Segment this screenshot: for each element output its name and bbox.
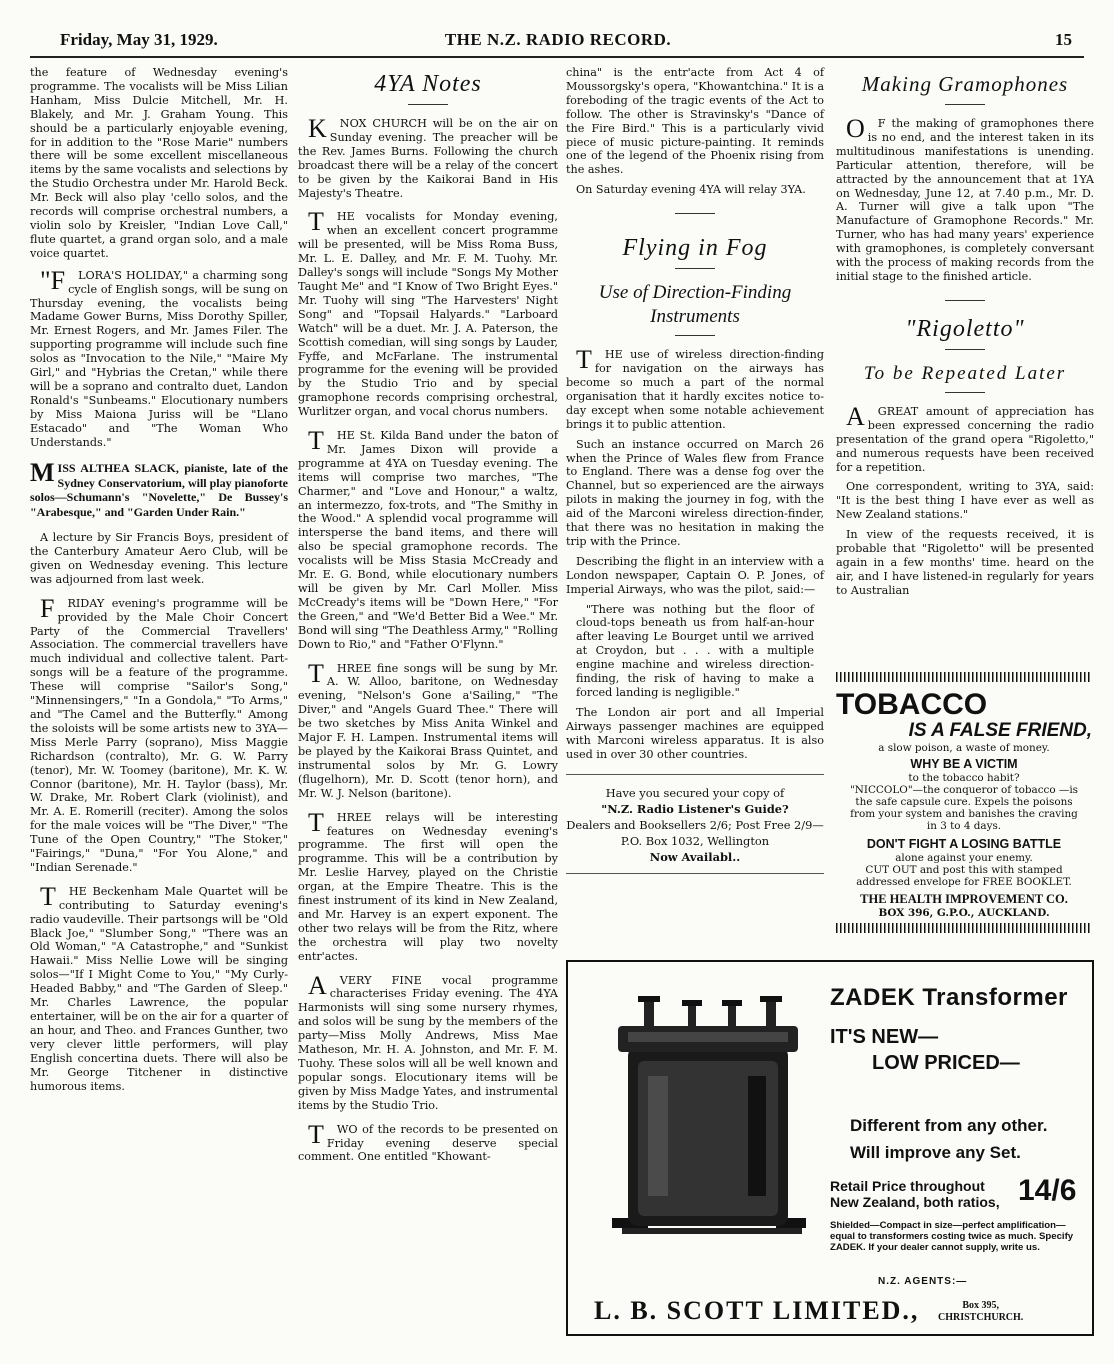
ad-address: BOX 396, G.P.O., AUCKLAND. [878,907,1050,919]
ad-text: CUT OUT and post this with stamped addressed envelope for FREE BOOKLET. [856,864,1072,888]
ad-tagline-line: LOW PRICED— [872,1052,1020,1074]
heading-rule [945,392,985,393]
ad-price: 14/6 [1018,1174,1077,1207]
section-heading: 4YA Notes [374,71,482,97]
zadek-transformer-advertisement [566,960,1094,1336]
ad-border-bars [836,672,1092,682]
page-header [30,30,1086,56]
quoted-paragraph: "There was nothing but the floor of cloud-tops beneath us from half-an-hour after leaving Le Bourget until we arrived at Croydon, but . . . with a multiple engine machine and wireless direction-finding, the risk of having to make a forced landing is negligible." [576,602,814,699]
transformer-illustration [608,986,808,1236]
section-subheading: To be Repeated Later [863,362,1067,384]
section-rule [675,213,715,214]
ad-subheadline: IS A FALSE FRIEND, [908,720,1092,741]
ad-border-bars [836,923,1092,933]
ad-agents-label: N.Z. AGENTS:— [878,1276,968,1287]
column-3 [566,66,824,874]
ad-text: a slow poison, a waste of money. [878,742,1050,754]
ad-price-line: Retail Price throughout [830,1178,985,1194]
header-title: THE N.Z. RADIO RECORD. [444,30,672,49]
heading-rule [945,104,985,105]
article-paragraph: In view of the requests received, it is probable that "Rigoletto" will be presented again in a few months' time. heard on the air, and I have listened-in regularly for years to Australian [836,528,1094,597]
article-paragraph: FRIDAY evening's programme will be provided by the Male Choir Concert Party of the Commercial Travellers' Association. The commercial travellers have much individual and collective talent. Part-songs will be a feature of the programme. These will comprise "Sailor's Song," "Minnensingers," "In a Gondola," "To Arms," and "The Camel and the Butterfly." Among the soloists will be some artists new to 3YA—Miss Merle Parry (soprano), Miss Maggie Richardson (contralto), Mr. G. W. Parry (tenor), Mr. W. Toomey (baritone), Mr. K. W. Connor (baritone), Mr. H. Taylor (bass), Mr. W. Drake, Mr. Robert Clark (violinist), and Mr. A. E. Romerill (reciter). Among the solos for the male voices will be "The Diver," "The Tune of the Open Country," "The Stoker," "Fairings," "Duna," "For You Alone," and "Indian Serenade." [30,593,288,874]
ad-company-name: L. B. SCOTT LIMITED., [594,1296,920,1325]
ad-text: alone against your enemy. [895,852,1033,864]
heading-rule [675,335,715,336]
ad-tagline [830,1024,1020,1076]
ad-price-text [830,1178,1000,1210]
guide-line: Dealers and Booksellers 2/6; Post Free 2/9—P.O. Box 1032, Wellington [566,817,824,848]
ad-company: THE HEALTH IMPROVEMENT CO. [860,892,1068,906]
article-paragraph: TWO of the records to be presented on Friday evening deserve special comment. One entitled "Khowant- [298,1119,558,1164]
article-paragraph: THE vocalists for Monday evening, when an excellent concert programme will be presented, will be Miss Roma Buss, Mr. L. E. Dalley, and Mr. F. M. Tuohy. Mr. Dalley's songs will include "Songs My Mother Taught Me" and "I Know of Two Bright Eyes." Mr. Tuohy will sing "The Harvesters' Night Song" and "Topsail Halyards." "Larboard Watch" will be a duet. Mr. J. A. Paterson, the Scottish comedian, will sing songs by Lauder, Fyffe, and McFarlane. The instrumental programme for the evening will be provided by the Studio Trio and by special gramophone records comprising orchestral, Wurlitzer organ, and vocal chorus numbers. [298,207,558,419]
article-paragraph: THE Beckenham Male Quartet will be contributing to Saturday evening's radio vaudeville. Their partsongs will be "Old Black Joe," "Slumber Song," "There was an Old Woman," "A Catastrophe," and "Sunkist Hawaii." Miss Nellie Lowe will be singing solos—"If I Might Come to You," "My Curly-Headed Babby," and "The Garden of Sleep." Mr. Charles Lawrence, the popular entertainer, will be on the air for a quarter of an hour, and Theo. and Frances Gunther, two very clever little performers, will play English concertina duets. There will also be Mr. George Titchener in distinctive humorous items. [30,881,288,1093]
listeners-guide-notice [566,774,824,874]
guide-line: Now Availabl.. [649,849,741,864]
guide-line: Have you secured your copy of [605,785,785,800]
ad-company-address [938,1300,1023,1324]
guide-title: "N.Z. Radio Listener's Guide? [601,801,789,816]
article-paragraph: "FLORA'S HOLIDAY," a charming song cycle of English songs, will be sung on Thursday evening, the vocalists being Madame Gower Burns, Miss Dorothy Spiller, Mr. Ernest Rogers, and Mr. James Filer. The supporting programme will include such fine solos as "Invocation to the Nile," "Maire My Girl," and "Hybrias the Cretan," while there will be a soprano and contralto duet, Landon Ronald's "Sunbeams." Elocutionary numbers by Miss Maiona Juriss will be "Llano Estacado" and "The Woman Who Understands." [30,265,288,449]
article-paragraph: Describing the flight in an interview with a London newspaper, Captain O. P. Jones, of Imperial Airways, who was the pilot, said:— [566,554,824,596]
article-paragraph: A lecture by Sir Francis Boys, president of the Canterbury Amateur Aero Club, will be given on Wednesday evening. This lecture was adjourned from last week. [30,531,288,586]
tobacco-advertisement [836,672,1092,944]
article-paragraph: One correspondent, writing to 3YA, said: "It is the best thing I have ever as well as New Zealand stations." [836,480,1094,522]
article-paragraph: OF the making of gramophones there is no end, and the interest taken in its multitudinous manifestations is unending. Particular attention, therefore, will be attracted by the announcement that at 1YA on Wednesday, June 12, at 7.40 p.m., Mr. D. A. Turner will give a talk upon "The Manufacture of Gramophone Records." Mr. Turner, who has had many years' experience with gramophones, is completely conversant with the process of making records from the initial stage to the finished article. [836,114,1094,283]
article-paragraph: AVERY FINE vocal programme characterises Friday evening. The 4YA Harmonists will sing some nursery rhymes, and solos will be sung by the members of the party—Miss Molly Andrews, Miss Mae Matheson, Mr. H. A. Johnston, and Mr. F. M. Tuohy. These solos will all be well known and popular songs. Elocutionary items will be given by Miss Madge Yates, and instrumental items by the Studio Trio. [298,970,558,1112]
ad-address-line: CHRISTCHURCH. [938,1312,1024,1323]
article-paragraph: The London air port and all Imperial Airways passenger machines are equipped with Marconi wireless apparatus. It is also used in over 30 other countries. [566,705,824,761]
article-paragraph: KNOX CHURCH will be on the air on Sunday evening. The preacher will be the Rev. James Burns. Following the church broadcast there will be a relay of the concert to be given by the Kaikorai Band in His Majesty's Theatre. [298,114,558,200]
section-rule [945,300,985,301]
heading-rule [408,104,448,105]
ad-claim-line: Will improve any Set. [850,1143,1021,1162]
ad-bold-text: WHY BE A VICTIM [910,757,1018,771]
article-paragraph: AGREAT amount of appreciation has been expressed concerning the radio presentation of the grand opera "Rigoletto," and numerous requests have been received for a repetition. [836,401,1094,474]
section-heading: Making Gramophones [861,72,1069,96]
section-heading: "Rigoletto" [905,315,1025,342]
article-paragraph: china" is the entr'acte from Act 4 of Moussorgsky's opera, "Khowantchina." It is a foreboding of the tragic events of the Act to follow. The other is Stravinsky's "Dance of the Fire Bird." This is a particularly vivid piece of music picture-painting. It reminds one of the legend of the Phoenix rising from the ashes. [566,66,824,177]
ad-text: to the tobacco habit? [908,772,1020,784]
ad-bold-text: DON'T FIGHT A LOSING BATTLE [866,837,1062,851]
ad-address-line: Box 395, [962,1300,999,1311]
article-paragraph: the feature of Wednesday evening's programme. The vocalists will be Miss Lilian Hanham, Miss Dulcie Mitchell, Mr. H. Blakely, and Mr. J. Graham Young. This should be a particularly enjoyable evening, for in addition to the "Rose Marie" numbers there will be some excellent miscellaneous items by the same vocalists and selections by the Studio Orchestra under Mr. Harold Beck. Mr. Beck will also play 'cello solos, and the records will comprise orchestral numbers, a violin solo by Kreisler, "Indian Love Call," flute quartet, a grand organ solo, and a male voice quartet. [30,66,288,260]
ad-text: "NICCOLO"—the conqueror of tobacco —is the safe capsule cure. Expels the poisons from your system and banishes the craving in 3 to 4 days. [850,784,1078,832]
heading-rule [675,268,715,269]
column-2 [298,66,558,1170]
article-paragraph: THREE fine songs will be sung by Mr. A. W. Alloo, baritone, on Wednesday evening, "Nelson's Gone a'Sailing," "The Diver," and "Angels Guard Thee." There will be two sketches by Miss Anita Winkel and Major F. H. Lampen. Instrumental items will be played by the Kaikorai Brass Quintet, and instrumental solos by Mr. G. Lowry (flugelhorn), Mr. D. Scott (tenor horn), and Mr. W. J. Nelson (baritone). [298,658,558,800]
ad-claim-line: Different from any other. [850,1116,1048,1135]
article-paragraph: Such an instance occurred on March 26 when the Prince of Wales flew from France to England. There was a dense fog over the Channel, but so experienced are the airways pilots in making the journey in fog, with the aid of the Marconi wireless direction-finder, that there was no hesitation in making the trip with the Prince. [566,437,824,548]
ad-description: Shielded—Compact in size—perfect amplification—equal to transformers costing twice as much. Specify ZADEK. If your dealer cannot supply, write us. [830,1220,1074,1253]
ad-headline: ZADEK Transformer [830,984,1068,1011]
article-paragraph: THREE relays will be interesting features on Wednesday evening's programme. The first will open the programme. This will be a contribution by Mr. Leslie Harvey, played on the Christie organ, at the Empire Theatre. This is the finest instrument of its kind in New Zealand, and Mr. Harvey is an expert exponent. The other two relays will be from the Ritz, where the orchestra will play two novelty entr'actes. [298,807,558,963]
ad-tagline-line: IT'S NEW— [830,1026,939,1048]
ad-price-line: New Zealand, both ratios, [830,1194,1000,1210]
article-paragraph: On Saturday evening 4YA will relay 3YA. [576,183,806,197]
ad-headline: TOBACCO [836,688,988,721]
section-subheading: Use of Direction-Finding Instruments [598,282,792,328]
section-heading: Flying in Fog [622,235,768,262]
column-1 [30,66,288,1099]
ad-claims [850,1112,1047,1166]
header-date: Friday, May 31, 1929. [60,30,218,49]
header-page-number: 15 [1055,30,1072,49]
article-paragraph: THE use of wireless direction-finding for navigation on the airways has become so much a part of the normal organisation that it hardly excites notice to-day except when some notable achievement brings it to public attention. [566,345,824,431]
header-rule [30,56,1084,58]
article-paragraph: THE St. Kilda Band under the baton of Mr. James Dixon will provide a programme at 4YA on Tuesday evening. The items will comprise two marches, "The Charmer," and "Love and Honour," a waltz, an intermezzo, fox-trots, and "The Smithy in the Wood." A splendid vocal programme will intersperse the band items, and there will also be special gramophone records. The vocalists will be Miss Stasia McCready and Mr. E. G. Bond, while elocutionary numbers will be given by Mr. Carl Moller. Miss McCready's items will be "Down Here," "For the Green," and "We'd Better Bid a Wee." Mr. Bond will sing "The Deathless Army," "Rolling Down to Rio," and "Father O'Flynn." [298,426,558,651]
column-4 [836,66,1094,604]
heading-rule [945,349,985,350]
article-paragraph-bold: MISS ALTHEA SLACK, pianiste, late of the Sydney Conservatorium, will play pianoforte solos—Schumann's "Novelette," De Bussey's "Arabesque," and "Garden Under Rain." [30,458,288,519]
